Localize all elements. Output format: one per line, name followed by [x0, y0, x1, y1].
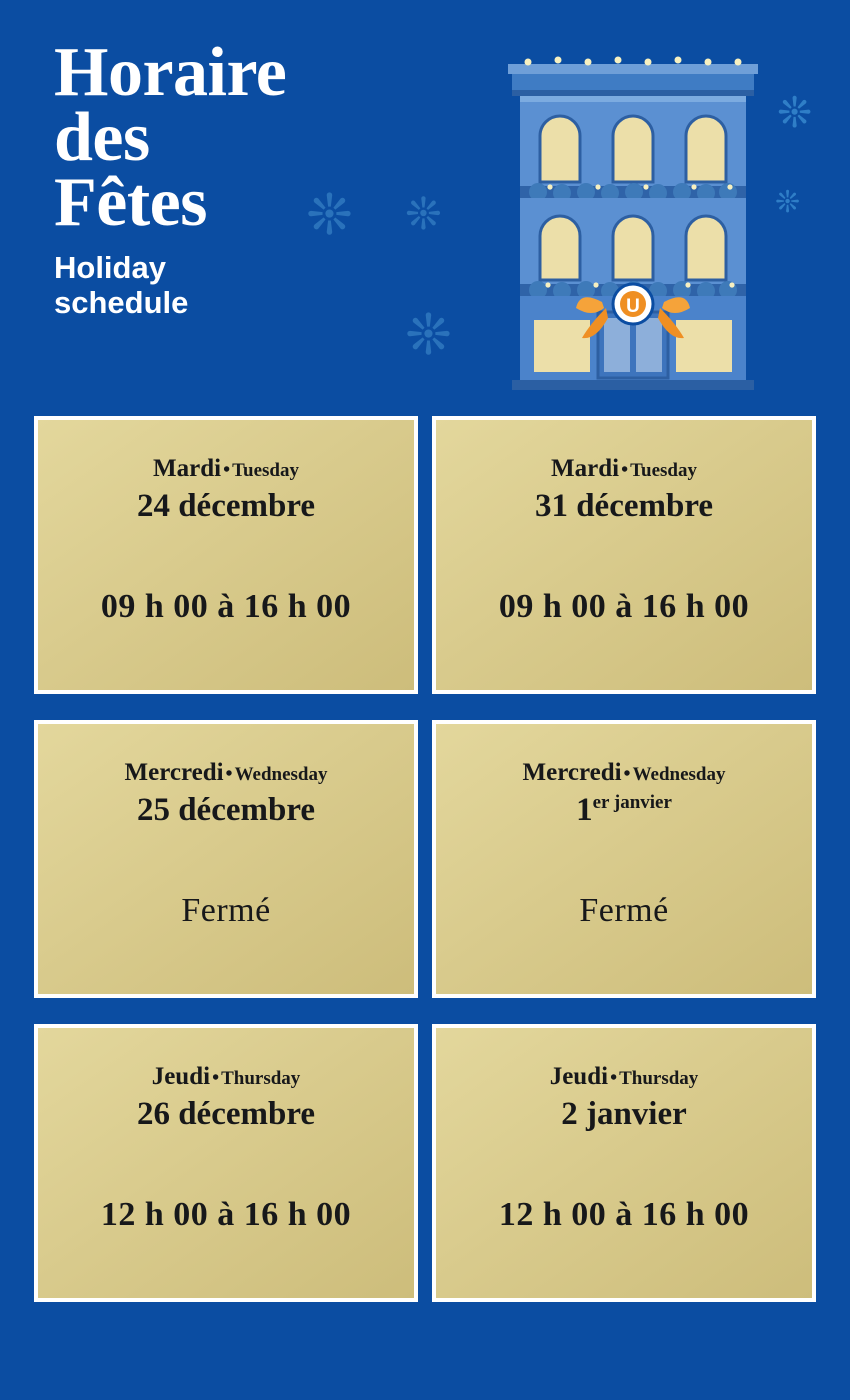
page-title [54, 34, 484, 242]
date-text: 25 décembre [136, 792, 316, 828]
card-hours: Fermé [579, 891, 669, 929]
subtitle-line-1: Holiday [54, 250, 166, 286]
card-date [535, 489, 713, 524]
snowflake-icon: ❊ [306, 185, 353, 247]
date-text: 26 décembre [136, 1096, 316, 1132]
schedule-grid [20, 416, 830, 1302]
card-daynames [523, 760, 726, 785]
svg-text:U: U [626, 296, 640, 317]
card-hours: Fermé [181, 891, 271, 929]
snowflake-icon: ❊ [405, 305, 452, 367]
day-en: Wednesday [234, 764, 328, 785]
day-en: Thursday [221, 1068, 301, 1089]
day-fr: Mercredi [124, 759, 224, 786]
page-subtitle [54, 251, 484, 320]
card-daynames [550, 1064, 699, 1089]
schedule-card [432, 416, 816, 694]
schedule-card [34, 416, 418, 694]
day-fr: Jeudi [549, 1063, 609, 1090]
card-date [137, 1097, 315, 1132]
card-date [576, 793, 672, 828]
schedule-card [34, 720, 418, 998]
card-daynames [152, 1064, 301, 1089]
date-text: 1 [576, 792, 593, 828]
card-hours: 12 h 00 à 16 h 00 [498, 1195, 750, 1233]
schedule-card [432, 1024, 816, 1302]
card-daynames [551, 456, 697, 481]
title-line-3: Fêtes [54, 164, 207, 242]
date-text: 24 décembre [136, 488, 316, 524]
title-line-1: Horaire [54, 34, 287, 111]
snowflake-icon: ❊ [405, 190, 442, 239]
card-date [137, 793, 315, 828]
day-en: Wednesday [632, 764, 726, 785]
card-hours: 09 h 00 à 16 h 00 [498, 587, 750, 625]
day-fr: Mardi [551, 455, 620, 482]
day-en: Thursday [619, 1068, 699, 1089]
card-daynames [153, 456, 299, 481]
card-hours: 09 h 00 à 16 h 00 [100, 587, 352, 625]
card-date [561, 1097, 687, 1132]
storefront-illustration [498, 36, 768, 396]
subtitle-line-2: schedule [54, 285, 189, 320]
card-date [137, 489, 315, 524]
schedule-card [432, 720, 816, 998]
title-block [54, 34, 484, 321]
day-separator: • [610, 1067, 618, 1089]
schedule-card [34, 1024, 418, 1302]
day-fr: Jeudi [151, 1063, 211, 1090]
snowflake-icon: ❊ [775, 186, 801, 219]
card-daynames [125, 760, 328, 785]
day-separator: • [225, 763, 233, 785]
day-separator: • [621, 459, 629, 481]
day-en: Tuesday [630, 460, 697, 481]
day-separator: • [223, 459, 231, 481]
day-separator: • [212, 1067, 220, 1089]
card-hours: 12 h 00 à 16 h 00 [100, 1195, 352, 1233]
day-separator: • [623, 763, 631, 785]
day-fr: Mardi [153, 455, 222, 482]
poster-header [20, 18, 830, 398]
date-text: 2 janvier [561, 1096, 687, 1132]
date-text: 31 décembre [534, 488, 714, 524]
date-sup: er janvier [592, 792, 672, 813]
day-fr: Mercredi [522, 759, 622, 786]
day-en: Tuesday [232, 460, 299, 481]
snowflake-icon: ❊ [777, 91, 813, 137]
title-line-2: des [54, 99, 150, 177]
